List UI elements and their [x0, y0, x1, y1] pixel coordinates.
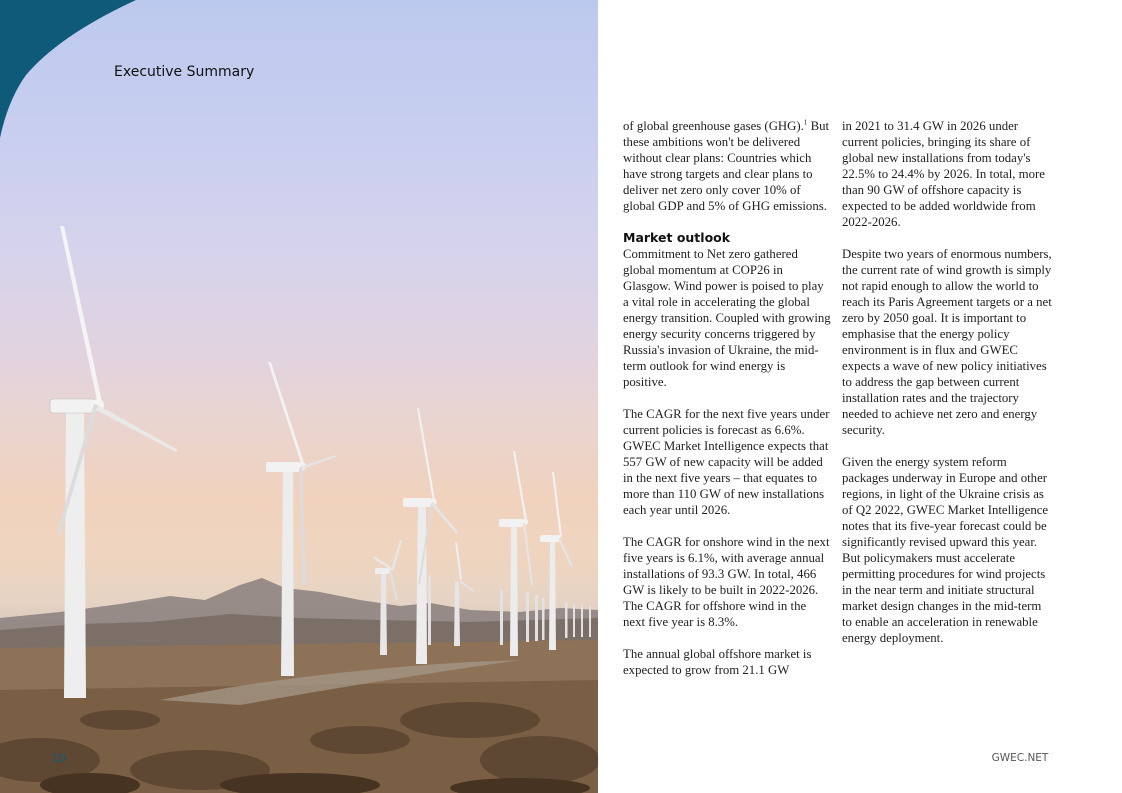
- section-heading: Market outlook: [623, 230, 731, 245]
- paragraph: The CAGR for onshore wind in the next five years is 6.1%, with average annual installations of 93.3 GW. In total, 466 GW is likely to be built in 2022-2026. The CAGR for offshore wind in the next five year is 8.3%.: [623, 535, 830, 629]
- paragraph: The CAGR for the next five years under current policies is forecast as 6.6%. GWEC Market Intelligence expects that 557 GW of new capacity will be added in the next five years – that equates to more than 110 GW of new installations each year until 2026.: [623, 407, 830, 517]
- intro-paragraph: of global greenhouse gases (GHG).$^1$ But these ambitions won't be delivered without clear plans: Countries which have strong targets and clear plans to deliver net zero only cover 10% of global GDP and 5% of GHG emissions.: [623, 118, 830, 213]
- site-link[interactable]: GWEC.NET: [991, 752, 1049, 764]
- page-number: 10: [52, 752, 66, 765]
- paragraph: Despite two years of enormous numbers, the current rate of wind growth is simply not rapid enough to allow the world to reach its Paris Agreement targets or a net zero by 2050 goal. It is important to emphasise that the energy policy environment is in flux and GWEC expects a wave of new policy initiatives to address the gap between current installation rates and the trajectory needed to achieve net zero and energy security.: [842, 247, 1052, 437]
- footnote-marker: 1: [803, 118, 808, 127]
- text-column-left: [623, 118, 831, 694]
- market-outlook-section: [623, 230, 831, 390]
- paragraph: Given the energy system reform packages underway in Europe and other regions, in light of the Ukraine crisis as of Q2 2022, GWEC Market Intelligence notes that its five-year forecast could be significantly revised upward this year. But policymakers must accelerate permitting procedures for wind projects in the near term and initiate structural market design changes in the mid-term to enable an acceleration in renewable energy deployment.: [842, 455, 1049, 645]
- section-title: Executive Summary: [114, 64, 255, 80]
- paragraph: in 2021 to 31.4 GW in 2026 under current policies, bringing its share of global new installations from today's 22.5% to 24.4% by 2026. In total, more than 90 GW of offshore capacity is expected to be added worldwide from 2022-2026.: [842, 119, 1045, 229]
- paragraph: Commitment to Net zero gathered global momentum at COP26 in Glasgow. Wind power is poised to play a vital role in accelerating the global energy transition. Coupled with growing energy security concerns triggered by Russia's invasion of Ukraine, the mid-term outlook for wind energy is positive.: [623, 247, 831, 389]
- paragraph: The annual global offshore market is expected to grow from 21.1 GW: [623, 647, 812, 677]
- text-column-right: [842, 118, 1052, 662]
